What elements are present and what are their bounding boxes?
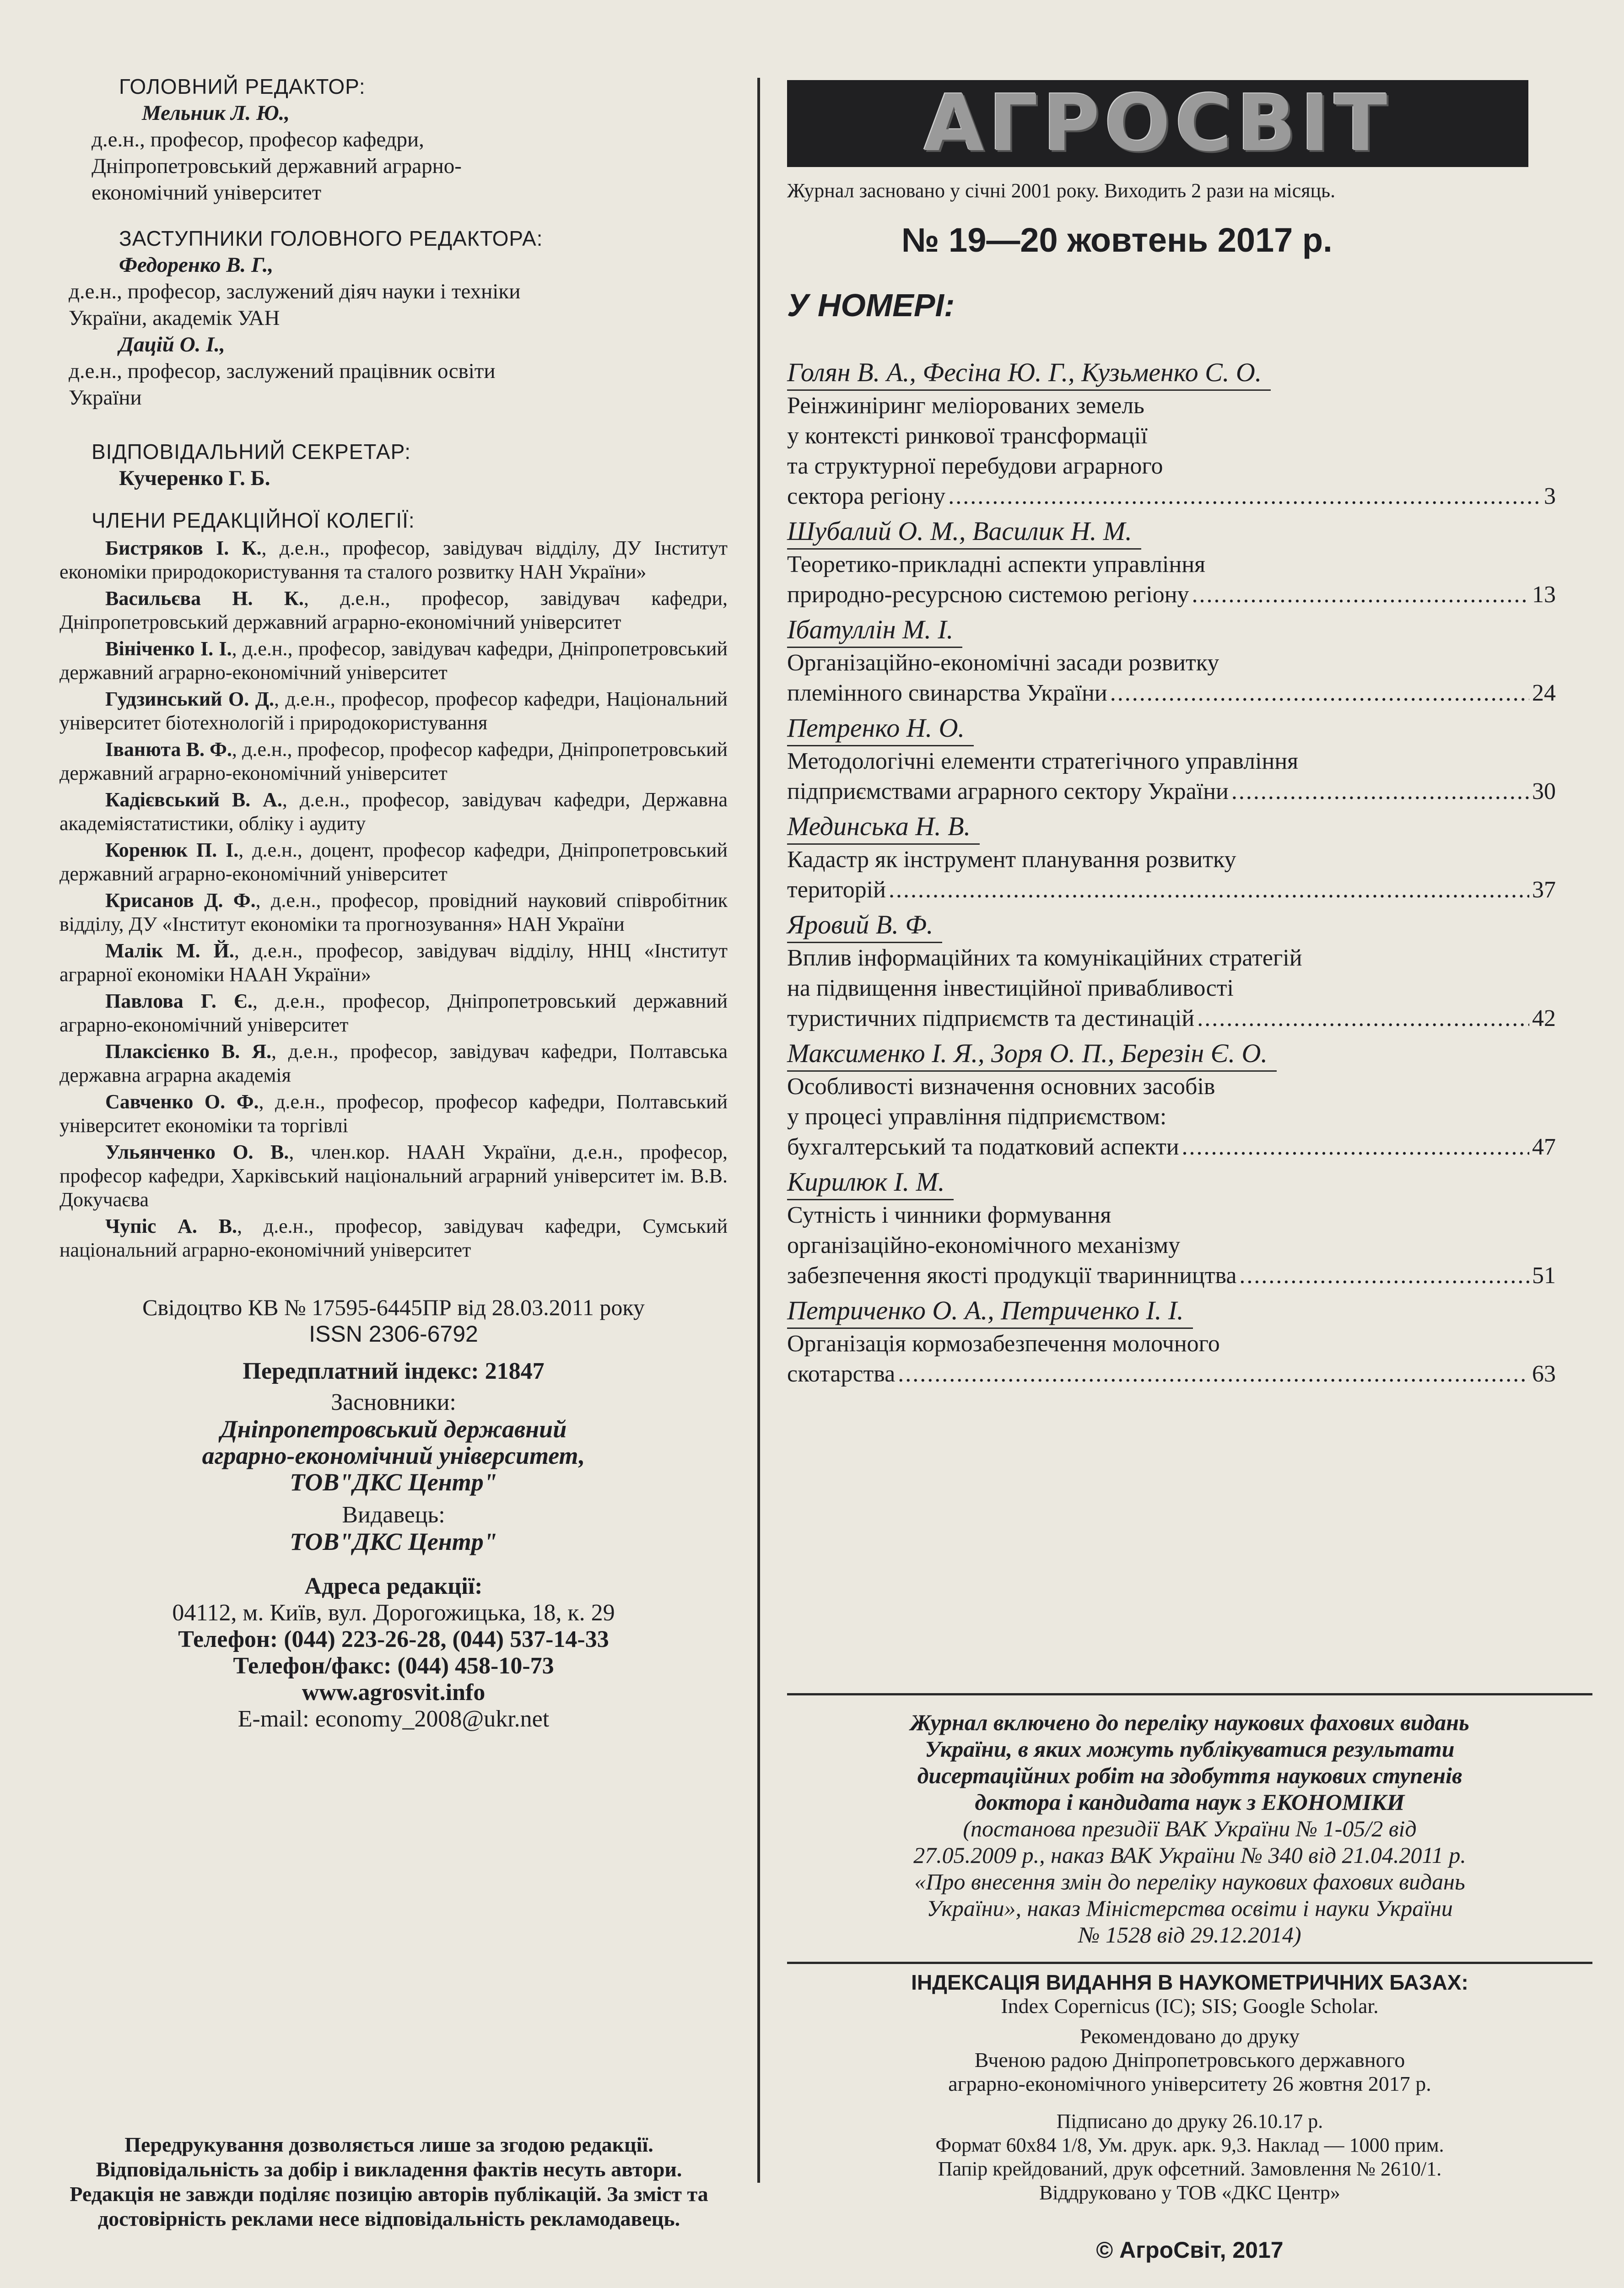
board-member-name: Савченко О. Ф. [105,1090,259,1113]
board-member-name: Ульянченко О. В. [105,1141,289,1163]
publisher: ТОВ"ДКС Центр" [290,1528,497,1555]
board-member [59,838,728,886]
certificate: Свідоцтво КВ № 17595-6445ПР від 28.03.2011 року [142,1295,645,1320]
toc-page-number: 30 [1532,778,1556,804]
toc-title-line: Кадастр як інструмент планування розвитку [787,847,1236,873]
toc-title-line: Сутність і чинники формування [787,1202,1111,1228]
toc-entry [787,1294,1556,1389]
toc-leader-dots [1239,1261,1529,1291]
toc-authors: Петренко Н. О. [787,711,974,746]
secretary-name: Кучеренко Г. Б. [119,466,270,490]
deputy-1-name: Федоренко В. Г., [119,253,274,277]
chief-editor-org: Дніпропетровський державний аграрно- [92,154,462,178]
toc-authors: Голян В. А., Фесіна Ю. Г., Кузьменко С. О. [787,356,1271,391]
vak-line: України», наказ Міністерства освіти і науки України [927,1895,1453,1921]
chief-editor-title: д.е.н., професор, професор кафедри, [92,128,424,151]
toc-title-line: на підвищення інвестиційної привабливості [787,975,1234,1001]
toc-authors: Мединська Н. В. [787,809,980,845]
toc-entry [787,514,1556,610]
email: E-mail: economy_2008@ukr.net [237,1706,550,1732]
board-member-name: Васильєва Н. К. [105,587,304,610]
board-member [59,637,728,685]
toc-entry [787,613,1556,708]
toc-page-number: 37 [1532,877,1556,903]
board-member-desc: , д.е.н., професор, завідувач кафедри, Сумський національний аграрно-економічний університет [59,1215,728,1261]
secretary-label: ВІДПОВІДАЛЬНИЙ СЕКРЕТАР: [92,440,411,464]
board-member [59,687,728,735]
toc-title-line: племінного свинарства України [787,680,1107,706]
recommended-line: аграрно-економічного університету 26 жовтня 2017 р. [948,2072,1431,2095]
editorial-board [59,73,728,1732]
vak-line: (постанова президії ВАК України № 1-05/2 від [963,1816,1417,1841]
vak-line: Журнал включено до переліку наукових фахових видань [910,1710,1469,1735]
board-member [59,889,728,936]
copyright: © АгроСвіт, 2017 [1096,2237,1284,2263]
phone: Телефон: (044) 223-26-28, (044) 537-14-33 [178,1626,609,1652]
members-list [59,536,728,1262]
toc-last-line [787,1359,1556,1389]
vak-line: «Про внесення змін до переліку наукових фахових видань [914,1869,1465,1894]
toc-leader-dots [1192,580,1529,610]
vak-line: 27.05.2009 р., наказ ВАК України № 340 від 21.04.2011 р. [913,1842,1466,1868]
toc-leader-dots [1197,1004,1529,1034]
board-member [59,536,728,584]
board-member-name: Бистряков І. К. [105,537,262,559]
toc-page-number: 47 [1532,1134,1556,1160]
toc-page-number: 63 [1532,1361,1556,1387]
chief-editor-label: ГОЛОВНИЙ РЕДАКТОР: [119,75,366,98]
toc-title-line: Особливості визначення основних засобів [787,1074,1215,1100]
board-member-desc: , д.е.н., професор, професор кафедри, Полтавський університет економіки та торгівлі [59,1090,728,1137]
toc-authors: Ібатуллін М. І. [787,613,962,648]
toc-leader-dots [1110,678,1529,708]
toc-last-line [787,777,1556,807]
toc-title-line: Реінжиніринг меліорованих земель [787,393,1144,419]
board-member-desc: , д.е.н., доцент, професор кафедри, Дніпропетровський державний аграрно-економічний університет [59,839,728,885]
founders-3: ТОВ"ДКС Центр" [290,1468,497,1496]
issn: ISSN 2306-6792 [309,1321,478,1347]
toc-leader-dots [1182,1132,1529,1162]
toc-entry [787,356,1556,512]
print-info [787,2110,1592,2205]
toc-leader-dots [1231,777,1529,807]
toc-title-line: бухгалтерський та податковий аспекти [787,1134,1179,1160]
toc-title-line: Організація кормозабезпечення молочного [787,1331,1220,1357]
chief-editor-org-2: економічний університет [92,181,322,205]
board-member-name: Павлова Г. Є. [105,990,253,1012]
publisher-label: Видавець: [342,1502,445,1528]
table-of-contents [787,356,1556,1389]
founded-note: Журнал засновано у січні 2001 року. Виходить 2 рази на місяць. [787,179,1336,202]
board-member [59,738,728,785]
board-member-desc: , д.е.н., професор, завідувач кафедри, Дніпропетровський державний аграрно-економічний університет [59,637,728,684]
toc-authors: Яровий В. Ф. [787,908,942,943]
deputy-2-title: д.е.н., професор, заслужений працівник освіти [69,359,496,383]
toc-title-line: Методологічні елементи стратегічного управління [787,748,1299,774]
board-member [59,1214,728,1262]
deputies-label: ЗАСТУПНИКИ ГОЛОВНОГО РЕДАКТОРА: [119,227,543,250]
board-member-name: Крисанов Д. Ф. [105,889,256,912]
logo-text: АГРОСВІТ [923,78,1392,169]
chief-editor-name: Мельник Л. Ю., [142,101,290,125]
indexation-label: ІНДЕКСАЦІЯ ВИДАННЯ В НАУКОМЕТРИЧНИХ БАЗАХ: [911,1970,1468,1994]
toc-title-line: та структурної перебудови аграрного [787,453,1163,479]
reprint-note: Передрукування дозволяється лише за згодою редакції. Відповідальність за добір і викладення фактів несуть автори. Редакція не завжди поділяє позицію авторів публікацій. За зміст та достовірність реклами несе відповідальність рекламодавець. [70,2133,708,2230]
recommended-line: Вченою радою Дніпропетровського державного [974,2048,1405,2072]
board-member-name: Малік М. Й. [105,939,234,962]
toc-last-line [787,678,1556,708]
deputy-2-title-2: України [69,386,142,410]
founders-2: аграрно-економічний університет, [202,1442,585,1469]
address-label: Адреса редакції: [304,1573,483,1599]
toc-title-line: територій [787,877,886,903]
toc-title-line: у контексті ринкової трансформації [787,423,1148,449]
board-member [59,989,728,1037]
indexation [787,1962,1592,2096]
print-line: Віддруковано у ТОВ «ДКС Центр» [1039,2181,1340,2204]
board-member [59,1040,728,1087]
toc-title-line: туристичних підприємств та дестинацій [787,1005,1195,1031]
members-label: ЧЛЕНИ РЕДАКЦІЙНОЇ КОЛЕГІЇ: [92,508,415,532]
board-member-desc: , д.е.н., професор, професор кафедри, Дніпропетровський державний аграрно-економічний університет [59,738,728,784]
board-member-name: Плаксієнко В. Я. [105,1040,271,1063]
board-member-desc: , д.е.н., професор, завідувач кафедри, Полтавська державна аграрна академія [59,1040,728,1086]
toc-page-number: 42 [1532,1005,1556,1031]
journal-logo [787,80,1528,167]
info-box [787,1693,1592,2263]
toc-title-line: сектора регіону [787,483,946,509]
toc-authors: Максименко І. Я., Зоря О. П., Березін Є. О. [787,1036,1277,1072]
board-member [59,587,728,634]
toc-entry [787,1165,1556,1291]
toc-authors: Кирилюк І. М. [787,1165,954,1200]
toc-last-line [787,1261,1556,1291]
board-member-name: Кадієвський В. А. [105,788,282,811]
website: www.agrosvit.info [302,1679,486,1705]
deputy-1-title: д.е.н., професор, заслужений діяч науки і техніки [69,280,521,303]
board-member-desc: , д.е.н., професор, провідний науковий співробітник відділу, ДУ «Інститут економіки та прогнозування» НАН України [59,889,728,935]
toc-title-line: Організаційно-економічні засади розвитку [787,650,1219,676]
toc-page-number: 13 [1532,582,1556,608]
board-member-desc: , д.е.н., професор, професор кафедри, Національний університет біотехнологій і природокористування [59,688,728,734]
toc-authors: Петриченко О. А., Петриченко І. І. [787,1294,1193,1329]
board-member [59,939,728,987]
vak-line: дисертаційних робіт на здобуття наукових ступенів [917,1763,1462,1788]
address: 04112, м. Київ, вул. Дорогожицька, 18, к. 29 [172,1600,615,1626]
toc-leader-dots [948,481,1541,512]
toc-last-line [787,1132,1556,1162]
founders-1: Дніпропетровський державний [220,1415,567,1443]
column-divider [757,78,760,2183]
vak-line: України, в яких можуть публікуватися результати [925,1736,1455,1762]
fax: Телефон/факс: (044) 458-10-73 [233,1653,554,1679]
toc-title-line: організаційно-економічного механізму [787,1232,1181,1258]
vak-notice [787,1709,1592,1948]
toc-entry [787,711,1556,807]
board-member [59,1090,728,1138]
toc-page-number: 24 [1532,680,1556,706]
board-member-name: Чупіс А. В. [105,1215,237,1237]
toc-leader-dots [898,1359,1529,1389]
vak-line: № 1528 від 29.12.2014) [1078,1922,1301,1948]
toc-authors: Шубалий О. М., Василик Н. М. [787,514,1141,550]
recommended-line: Рекомендовано до друку [1079,2024,1300,2048]
toc-last-line [787,481,1556,512]
toc-entry [787,809,1556,905]
toc-leader-dots [889,875,1529,905]
founders-label: Засновники: [331,1389,456,1415]
board-member-desc: , д.е.н., професор, Дніпропетровський державний аграрно-економічний університет [59,990,728,1036]
board-member [59,1140,728,1212]
toc-last-line [787,580,1556,610]
board-member-desc: , д.е.н., професор, завідувач відділу, ДУ Інститут економіки природокористування та сталого розвитку НАН України» [59,537,728,583]
toc-title-line: Вплив інформаційних та комунікаційних стратегій [787,945,1302,971]
print-line: Папір крейдований, друк офсетний. Замовлення № 2610/1. [938,2158,1442,2180]
print-line: Підписано до друку 26.10.17 р. [1056,2110,1323,2132]
toc-title-line: Теоретико-прикладні аспекти управління [787,551,1206,577]
toc-last-line [787,1004,1556,1034]
toc-title-line: забезпечення якості продукції тваринництва [787,1263,1237,1289]
deputy-1-title-2: України, академік УАН [69,306,280,330]
toc-entry [787,908,1556,1034]
board-member-name: Коренюк П. І. [105,839,239,861]
toc-title-line: природно-ресурсною системою регіону [787,582,1189,608]
board-member-name: Вініченко І. І. [105,637,232,660]
in-issue-heading: У НОМЕРІ: [787,287,955,323]
board-member-name: Іванюта В. Ф. [105,738,232,761]
indexation-list: Index Copernicus (IC); SIS; Google Scholar. [1001,1994,1379,2018]
vak-line: доктора і кандидата наук з ЕКОНОМІКИ [975,1789,1405,1815]
board-member-desc: , член.кор. НААН України, д.е.н., професор, професор кафедри, Харківський національний аграрний університет ім. В.В. Докучаєва [59,1141,728,1211]
print-line: Формат 60х84 1/8, Ум. друк. арк. 9,3. Наклад — 1000 прим. [935,2134,1444,2156]
toc-entry [787,1036,1556,1162]
deputy-2-name: Дацій О. І., [119,333,225,356]
board-member-name: Гудзинський О. Д. [105,688,274,710]
board-member-desc: , д.е.н., професор, завідувач кафедри, Дніпропетровський державний аграрно-економічний університет [59,587,728,633]
toc-title-line: у процесі управління підприємством: [787,1104,1167,1130]
toc-last-line [787,875,1556,905]
toc-title-line: скотарства [787,1361,896,1387]
board-member [59,788,728,836]
board-member-desc: , д.е.н., професор, завідувач кафедри, Державна академіястатистики, обліку і аудиту [59,788,728,835]
contents-column [787,80,1556,1392]
subscription-index: Передплатний індекс: 21847 [243,1358,545,1384]
issue-number: № 19—20 жовтень 2017 р. [901,221,1333,259]
toc-page-number: 3 [1544,483,1556,509]
board-member-desc: , д.е.н., професор, завідувач відділу, ННЦ «Інститут аграрної економіки НААН України» [59,939,728,986]
toc-title-line: підприємствами аграрного сектору України [787,778,1229,804]
toc-page-number: 51 [1532,1263,1556,1289]
